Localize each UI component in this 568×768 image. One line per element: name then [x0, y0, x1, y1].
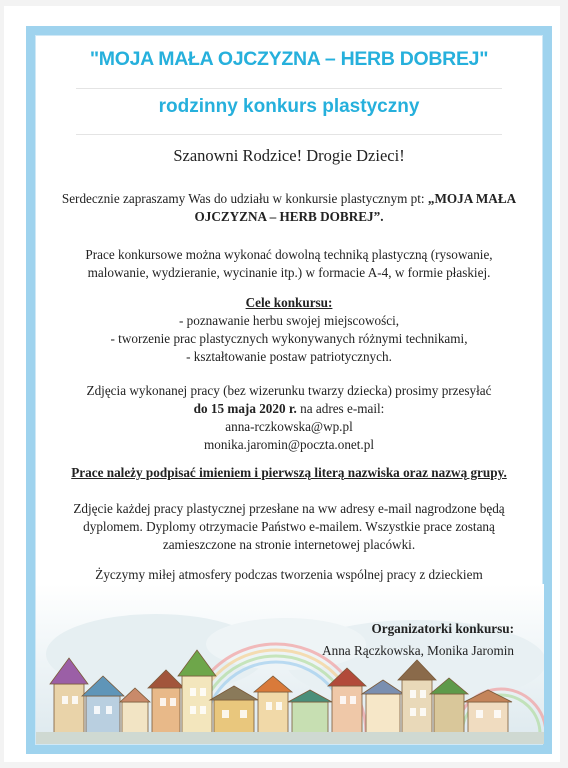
poster-title: "MOJA MAŁA OJCZYZNA – HERB DOBREJ" [89, 48, 489, 70]
subtitle-divider [76, 134, 502, 135]
sign-note-paragraph [36, 464, 542, 482]
photos-line: Zdjęcia wykonanej pracy (bez wizerunku twarzy dziecka) prosimy przesyłać [86, 383, 492, 398]
frame-content [35, 35, 543, 745]
email-address[interactable]: monika.jaromin@poczta.onet.pl [204, 437, 374, 452]
invite-title-part2: OJCZYZNA – HERB DOBREJ”. [194, 209, 384, 224]
goal-item: - poznawanie herbu swojej miejscowości, [178, 313, 400, 328]
technique-line: Prace konkursowe można wykonać dowolną techniką plastyczną (rysowanie, [85, 247, 493, 262]
deadline-rest: na adres e-mail: [296, 401, 385, 416]
technique-line: malowanie, wydzieranie, wycinanie itp.) w formacie A-4, w formie płaskiej. [87, 265, 491, 280]
poster-subtitle: rodzinny konkurs plastyczny [158, 96, 420, 117]
awards-paragraph [36, 500, 542, 554]
invite-text: Serdecznie zapraszamy Was do udziału w konkursie plastycznym pt: [61, 191, 428, 206]
sign-note: Prace należy podpisać imieniem i pierwszą literą nazwiska oraz nazwą grupy. [71, 465, 507, 480]
technique-paragraph [36, 246, 542, 282]
organizers-heading: Organizatorki konkursu: [371, 621, 514, 636]
invite-title-part1: „MOJA MAŁA [427, 191, 517, 206]
awards-line: zamieszczone na stronie internetowej placówki. [162, 537, 416, 552]
email-address[interactable]: anna-rczkowska@wp.pl [225, 419, 353, 434]
greeting: Szanowni Rodzice! Drogie Dzieci! [173, 146, 405, 165]
awards-line: dyplomem. Dyplomy otrzymacie Państwo e-mailem. Wszystkie prace zostaną [83, 519, 495, 534]
organizers-names: Anna Rączkowska, Monika Jaromin [322, 643, 514, 658]
goal-item: - tworzenie prac plastycznych wykonywanych różnymi technikami, [110, 331, 468, 346]
goals-heading: Cele konkursu: [245, 295, 333, 310]
invite-paragraph [36, 190, 542, 226]
wishes-line: Życzymy miłej atmosfery podczas tworzenia wspólnej pracy z dzieckiem [95, 567, 483, 582]
town-illustration [36, 584, 542, 744]
awards-line: Zdjęcie każdej pracy plastycznej przesłane na ww adresy e-mail nagrodzone będą [73, 501, 505, 516]
goal-item: - kształtowanie postaw patriotycznych. [186, 349, 392, 364]
goals-section [36, 294, 542, 366]
organizers-block [322, 618, 514, 662]
deadline: do 15 maja 2020 r. [193, 401, 297, 416]
blue-border-frame [26, 26, 552, 754]
photos-paragraph [36, 382, 542, 454]
title-divider [76, 88, 502, 89]
page-sheet [4, 6, 560, 762]
town-illustration-graphic [36, 584, 544, 744]
